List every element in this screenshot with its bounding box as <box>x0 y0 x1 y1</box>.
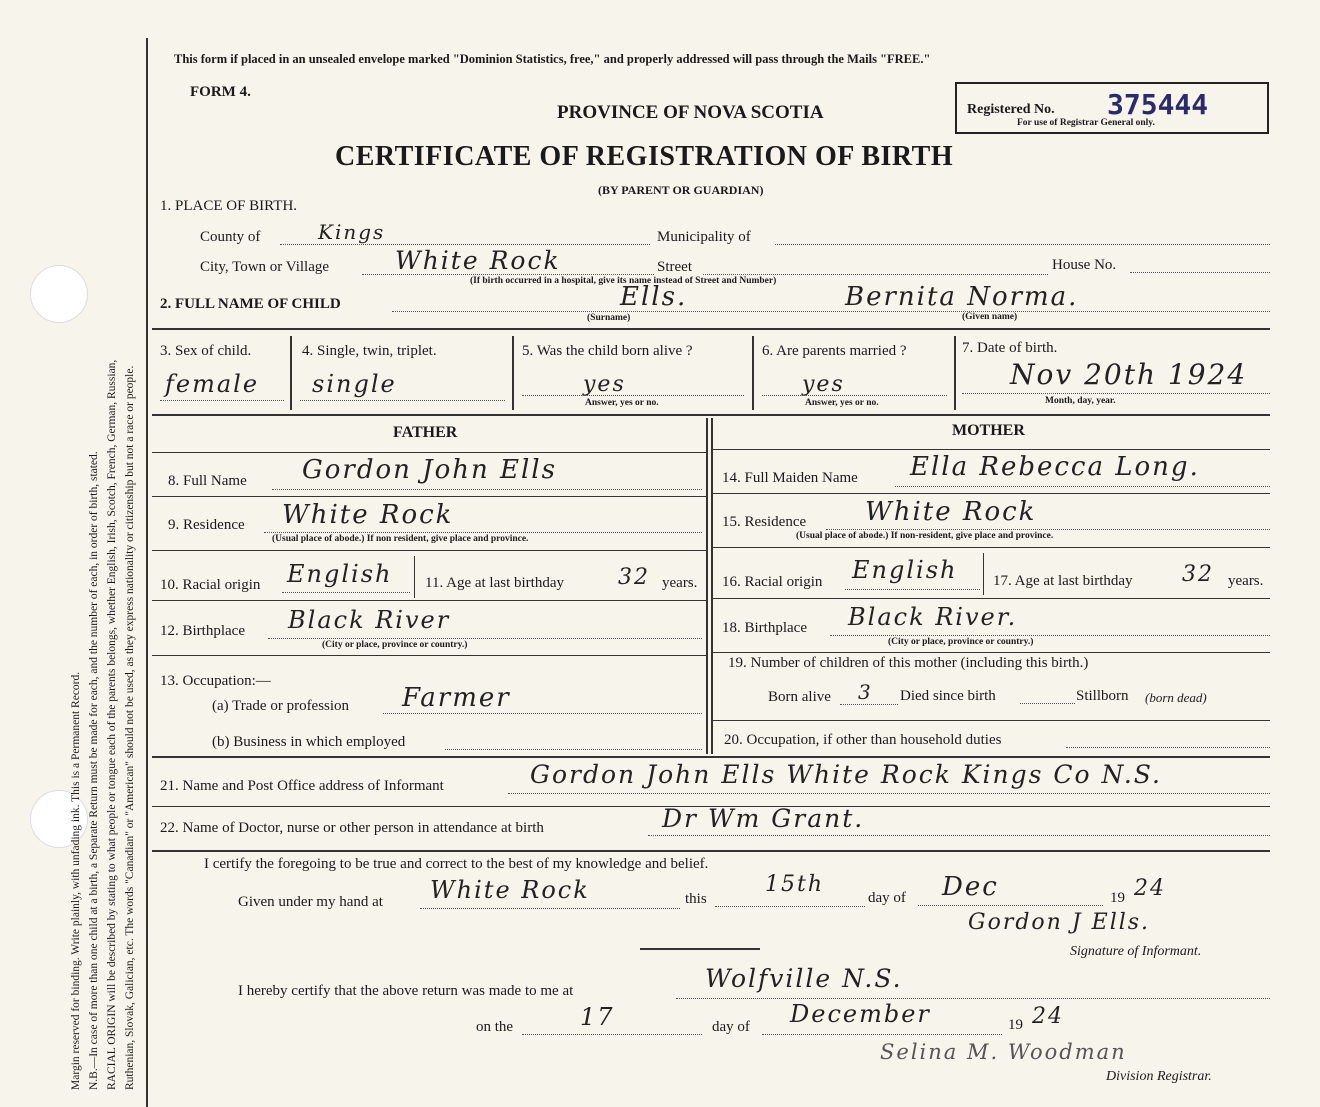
doctor-label: 22. Name of Doctor, nurse or other person in attendance at birth <box>160 820 544 836</box>
father-birthplace-note: (City or place, province or country.) <box>322 640 468 650</box>
father-trade[interactable]: Farmer <box>402 683 511 713</box>
father-age-label: 11. Age at last birthday <box>425 575 564 591</box>
mother-racial-origin[interactable]: English <box>852 556 958 584</box>
given-year[interactable]: 24 <box>1134 876 1166 901</box>
married-value[interactable]: yes <box>802 372 845 397</box>
parent-columns-divider <box>706 418 708 754</box>
mother-age[interactable]: 32 <box>1182 562 1214 587</box>
street-label: Street <box>657 259 692 275</box>
separator-rule <box>640 948 760 950</box>
mother-age-label: 17. Age at last birthday <box>993 573 1133 589</box>
margin-note-2: N.B.—In case of more than one child at a birth, a Separate Return must be made for each, and the number of each, in order of birth, stated. <box>88 451 100 1090</box>
given-at-label: Given under my hand at <box>238 894 383 910</box>
father-racial-label: 10. Racial origin <box>160 577 261 593</box>
registered-box <box>955 82 1269 134</box>
registrar-place[interactable]: Wolfville N.S. <box>705 964 903 993</box>
registered-number: 375444 <box>1107 88 1209 121</box>
registrar-use-note: For use of Registrar General only. <box>1017 118 1155 128</box>
plurality-value[interactable]: single <box>312 370 397 398</box>
registrar-signature[interactable]: Selina M. Woodman <box>880 1040 1127 1064</box>
given-day[interactable]: 15th <box>765 872 825 897</box>
margin-note-3: RACIAL ORIGIN will be described by stating to what people or tongue each of the parents belongs, whether English, Irish, Scotch, French, German, Russian, <box>106 359 118 1090</box>
sex-value[interactable]: female <box>165 370 260 398</box>
county-label: County of <box>200 229 261 245</box>
mother-residence-label: 15. Residence <box>722 514 807 530</box>
rule-row-3-7 <box>152 414 1270 416</box>
form-number: FORM 4. <box>190 84 251 100</box>
city-label: City, Town or Village <box>200 259 330 275</box>
registrar-month[interactable]: December <box>790 1000 931 1028</box>
father-racial-origin[interactable]: English <box>287 560 393 588</box>
given-this-label: this <box>685 891 707 907</box>
hospital-note: (If birth occurred in a hospital, give its name instead of Street and Number) <box>470 276 777 286</box>
dob-label: 7. Date of birth. <box>962 340 1058 356</box>
born-alive-label: 5. Was the child born alive ? <box>522 343 693 359</box>
registrar-signature-label: Division Registrar. <box>1106 1069 1212 1084</box>
child-surname[interactable]: Ells. <box>620 282 688 312</box>
informant-label: 21. Name and Post Office address of Informant <box>160 778 444 794</box>
registrar-year[interactable]: 24 <box>1032 1004 1064 1029</box>
born-alive-count-label: Born alive <box>768 689 831 705</box>
punch-hole-top <box>30 265 88 323</box>
rule-section-2 <box>152 328 1270 330</box>
children-count-label: 19. Number of children of this mother (including this birth.) <box>728 655 1089 671</box>
father-residence[interactable]: White Rock <box>282 500 454 530</box>
surname-note: (Surname) <box>587 313 631 323</box>
place-of-birth-label: 1. PLACE OF BIRTH. <box>160 198 298 214</box>
county-value[interactable]: Kings <box>318 220 386 244</box>
sex-label: 3. Sex of child. <box>160 343 252 359</box>
child-name-label: 2. FULL NAME OF CHILD <box>160 296 341 312</box>
page-title: CERTIFICATE OF REGISTRATION OF BIRTH <box>335 141 954 172</box>
registrar-on-the-label: on the <box>476 1019 514 1035</box>
stillborn-label: Stillborn <box>1076 688 1129 704</box>
house-number-label: House No. <box>1052 257 1117 273</box>
father-birthplace[interactable]: Black River <box>288 606 451 634</box>
given-at-place[interactable]: White Rock <box>430 876 590 904</box>
mother-residence-note: (Usual place of abode.) If non-resident, give place and province. <box>796 531 1054 541</box>
mother-residence[interactable]: White Rock <box>865 497 1037 527</box>
province-heading: PROVINCE OF NOVA SCOTIA <box>557 102 824 123</box>
registrar-day[interactable]: 17 <box>580 1003 615 1031</box>
died-since-birth-label: Died since birth <box>900 688 996 704</box>
registrar-certify-statement: I hereby certify that the above return was made to me at <box>238 983 574 999</box>
father-residence-note: (Usual place of abode.) If non resident, give place and province. <box>272 534 529 544</box>
child-given-name[interactable]: Bernita Norma. <box>845 282 1079 312</box>
mother-birthplace-note: (City or place, province or country.) <box>888 637 1034 647</box>
stillborn-note: (born dead) <box>1145 690 1207 705</box>
municipality-label: Municipality of <box>657 229 751 245</box>
father-name-label: 8. Full Name <box>168 473 247 489</box>
mother-birthplace[interactable]: Black River. <box>848 603 1018 631</box>
informant-certify-statement: I certify the foregoing to be true and correct to the best of my knowledge and belief. <box>204 856 709 872</box>
mother-racial-label: 16. Racial origin <box>722 574 823 590</box>
dob-value[interactable]: Nov 20th 1924 <box>1010 358 1248 391</box>
given-year-prefix: 19 <box>1110 890 1125 906</box>
registrar-day-of-label: day of <box>712 1019 750 1035</box>
mother-occupation-label: 20. Occupation, if other than household duties <box>724 732 1002 748</box>
born-alive-note: Answer, yes or no. <box>585 398 659 408</box>
trade-label: (a) Trade or profession <box>212 698 350 714</box>
informant-value[interactable]: Gordon John Ells White Rock Kings Co N.S. <box>530 760 1162 789</box>
father-age[interactable]: 32 <box>618 565 650 590</box>
mail-notice: This form if placed in an unsealed envelope marked "Dominion Statistics, free," and properly addressed will pass through the Mails "FREE." <box>174 52 931 66</box>
father-birthplace-label: 12. Birthplace <box>160 623 245 639</box>
plurality-label: 4. Single, twin, triplet. <box>302 343 437 359</box>
registrar-year-prefix: 19 <box>1008 1017 1023 1033</box>
dob-note: Month, day, year. <box>1045 396 1116 406</box>
born-alive-count[interactable]: 3 <box>858 680 873 704</box>
informant-signature-label: Signature of Informant. <box>1070 944 1202 959</box>
given-name-note: (Given name) <box>962 312 1018 322</box>
father-residence-label: 9. Residence <box>168 517 245 533</box>
married-note: Answer, yes or no. <box>805 398 879 408</box>
mother-age-years: years. <box>1228 573 1264 589</box>
given-month[interactable]: Dec <box>942 872 999 902</box>
margin-note-1: Margin reserved for binding. Write plainly, with unfading ink. This is a Permanent Record. <box>70 671 82 1090</box>
doctor-value[interactable]: Dr Wm Grant. <box>662 804 865 833</box>
father-heading: FATHER <box>393 424 458 441</box>
page-subtitle: (BY PARENT OR GUARDIAN) <box>598 183 764 197</box>
city-value[interactable]: White Rock <box>395 246 561 275</box>
business-label: (b) Business in which employed <box>212 734 406 750</box>
married-label: 6. Are parents married ? <box>762 343 907 359</box>
father-age-years: years. <box>662 575 698 591</box>
mother-heading: MOTHER <box>952 422 1025 439</box>
informant-signature[interactable]: Gordon J Ells. <box>968 910 1151 935</box>
father-name[interactable]: Gordon John Ells <box>302 455 557 485</box>
mother-name-label: 14. Full Maiden Name <box>722 470 858 486</box>
mother-maiden-name[interactable]: Ella Rebecca Long. <box>910 452 1200 482</box>
registered-label: Registered No. <box>967 102 1055 117</box>
given-day-of-label: day of <box>868 890 906 906</box>
father-occupation-label: 13. Occupation:— <box>160 673 271 689</box>
margin-rule <box>146 38 148 1107</box>
mother-birthplace-label: 18. Birthplace <box>722 620 807 636</box>
born-alive-value[interactable]: yes <box>583 372 626 397</box>
margin-note-4: Ruthenian, Slovak, Galician, etc. The words "Canadian" or "American" should not be used, as they express nationality or citizenship but not a race or people. <box>124 365 136 1090</box>
